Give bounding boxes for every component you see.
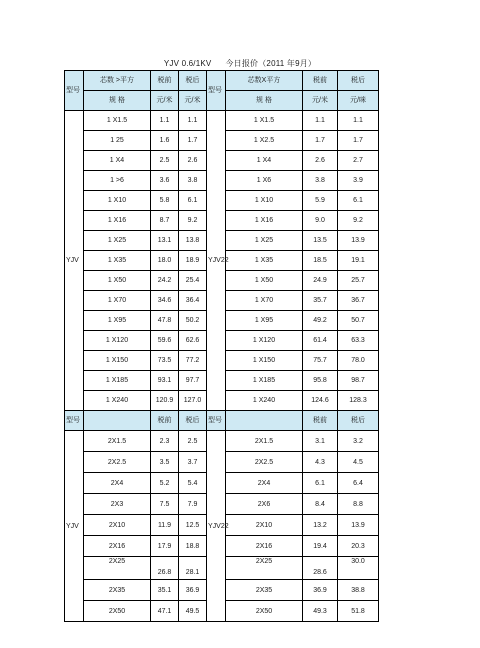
after-tax-header-right: 税后 bbox=[338, 71, 379, 91]
spec-cell-left: 1 X1.5 bbox=[84, 111, 151, 131]
after-tax-cell-right: 1.1 bbox=[338, 111, 379, 131]
after-tax-cell-right: 98.7 bbox=[338, 371, 379, 391]
spec-header-left: 规 格 bbox=[84, 91, 151, 111]
before-tax-cell-right: 49.2 bbox=[303, 311, 338, 331]
header-row-1 bbox=[65, 71, 379, 91]
spec-cell-right: 2X35 bbox=[226, 580, 303, 601]
cores-header-right: 芯数X平方 bbox=[226, 71, 303, 91]
after-tax-cell-left: 2.5 bbox=[179, 431, 207, 452]
before-tax-cell-right: 2.6 bbox=[303, 151, 338, 171]
before-tax-cell-left: 3.5 bbox=[151, 452, 179, 473]
before-tax-cell-left: 59.6 bbox=[151, 331, 179, 351]
after-tax-cell-left: 6.1 bbox=[179, 191, 207, 211]
spec-cell-left: 2X50 bbox=[84, 601, 151, 622]
after-tax-cell-left: 13.8 bbox=[179, 231, 207, 251]
after-tax-cell-left: 3.7 bbox=[179, 452, 207, 473]
model-header-right: 型号 bbox=[207, 71, 226, 111]
before-tax-cell-left: 47.8 bbox=[151, 311, 179, 331]
after-tax-header-left: 税后 bbox=[179, 411, 207, 431]
after-tax-cell-right: 8.8 bbox=[338, 494, 379, 515]
title-sub: 今日报价（2011 年9月） bbox=[225, 59, 317, 68]
spec-cell-right: 1 X25 bbox=[226, 231, 303, 251]
before-tax-cell-left: 47.1 bbox=[151, 601, 179, 622]
spec-cell-right: 1 X185 bbox=[226, 371, 303, 391]
spec-cell-right: 1 X16 bbox=[226, 211, 303, 231]
spec-cell-left: 1 X185 bbox=[84, 371, 151, 391]
after-tax-cell-right: 51.8 bbox=[338, 601, 379, 622]
after-tax-cell-right: 30.0 bbox=[338, 557, 379, 580]
spec-cell-left: 1 X50 bbox=[84, 271, 151, 291]
before-tax-cell-right: 9.0 bbox=[303, 211, 338, 231]
after-tax-cell-right: 63.3 bbox=[338, 331, 379, 351]
spec-cell-left: 1 X70 bbox=[84, 291, 151, 311]
spec-cell-left: 2X10 bbox=[84, 515, 151, 536]
spec-cell-right: 1 X150 bbox=[226, 351, 303, 371]
after-tax-cell-right: 13.9 bbox=[338, 231, 379, 251]
after-tax-cell-right: 1.7 bbox=[338, 131, 379, 151]
before-tax-cell-right: 24.9 bbox=[303, 271, 338, 291]
after-tax-cell-left: 9.2 bbox=[179, 211, 207, 231]
before-tax-header-right: 税前 bbox=[303, 411, 338, 431]
before-tax-cell-right: 13.2 bbox=[303, 515, 338, 536]
model-header-right: 型号 bbox=[207, 411, 226, 431]
before-tax-cell-right: 61.4 bbox=[303, 331, 338, 351]
before-tax-cell-left: 2.3 bbox=[151, 431, 179, 452]
spec-cell-right: 1 X70 bbox=[226, 291, 303, 311]
spec-cell-left: 2X4 bbox=[84, 473, 151, 494]
spec-cell-left: 1 X35 bbox=[84, 251, 151, 271]
spec-header-right bbox=[226, 411, 303, 431]
spec-header-right: 规 格 bbox=[226, 91, 303, 111]
before-tax-header-left: 税前 bbox=[151, 71, 179, 91]
after-tax-cell-left: 127.0 bbox=[179, 391, 207, 411]
after-tax-header-right: 税后 bbox=[338, 411, 379, 431]
after-tax-cell-right: 25.7 bbox=[338, 271, 379, 291]
before-tax-cell-left: 11.9 bbox=[151, 515, 179, 536]
spec-cell-left: 1 X10 bbox=[84, 191, 151, 211]
after-tax-cell-left: 28.1 bbox=[179, 557, 207, 580]
before-tax-cell-left: 7.5 bbox=[151, 494, 179, 515]
model-cell-left: YJV bbox=[65, 431, 84, 622]
before-tax-header-left: 税前 bbox=[151, 411, 179, 431]
after-tax-cell-left: 97.7 bbox=[179, 371, 207, 391]
spec-cell-left: 1 X25 bbox=[84, 231, 151, 251]
spec-cell-right: 2X50 bbox=[226, 601, 303, 622]
spec-cell-right: 1 X95 bbox=[226, 311, 303, 331]
after-tax-cell-right: 4.5 bbox=[338, 452, 379, 473]
before-tax-cell-left: 18.0 bbox=[151, 251, 179, 271]
before-tax-cell-right: 19.4 bbox=[303, 536, 338, 557]
before-tax-cell-right: 8.4 bbox=[303, 494, 338, 515]
before-tax-cell-right: 95.8 bbox=[303, 371, 338, 391]
after-tax-cell-left: 18.9 bbox=[179, 251, 207, 271]
before-tax-cell-right: 3.8 bbox=[303, 171, 338, 191]
model-header-left: 型号 bbox=[65, 411, 84, 431]
spec-cell-left: 2X25 bbox=[84, 557, 151, 580]
before-tax-cell-right: 36.9 bbox=[303, 580, 338, 601]
spec-cell-right: 2X6 bbox=[226, 494, 303, 515]
before-tax-cell-left: 17.9 bbox=[151, 536, 179, 557]
spec-cell-left: 1 >6 bbox=[84, 171, 151, 191]
before-tax-cell-right: 49.3 bbox=[303, 601, 338, 622]
spec-cell-left: 1 X240 bbox=[84, 391, 151, 411]
before-tax-header-right: 税前 bbox=[303, 71, 338, 91]
before-tax-cell-left: 5.8 bbox=[151, 191, 179, 211]
before-tax-cell-right: 4.3 bbox=[303, 452, 338, 473]
model-header-left: 型号 bbox=[65, 71, 84, 111]
spec-cell-right: 2X25 bbox=[226, 557, 303, 580]
model-cell-right: YJV22 bbox=[207, 431, 226, 622]
after-tax-cell-right: 6.4 bbox=[338, 473, 379, 494]
spec-cell-right: 1 X240 bbox=[226, 391, 303, 411]
after-tax-cell-right: 78.0 bbox=[338, 351, 379, 371]
before-tax-cell-left: 1.6 bbox=[151, 131, 179, 151]
before-tax-cell-left: 13.1 bbox=[151, 231, 179, 251]
before-tax-cell-right: 18.5 bbox=[303, 251, 338, 271]
title-main: YJV 0.6/1KV bbox=[163, 59, 212, 68]
after-tax-cell-right: 6.1 bbox=[338, 191, 379, 211]
spec-cell-right: 1 X120 bbox=[226, 331, 303, 351]
spec-header-left bbox=[84, 411, 151, 431]
before-tax-cell-right: 35.7 bbox=[303, 291, 338, 311]
table-row bbox=[65, 111, 379, 131]
after-tax-cell-left: 2.6 bbox=[179, 151, 207, 171]
spec-cell-right: 1 X2.5 bbox=[226, 131, 303, 151]
unit-header-right-after: 元/咪 bbox=[338, 91, 379, 111]
before-tax-cell-left: 2.5 bbox=[151, 151, 179, 171]
before-tax-cell-left: 5.2 bbox=[151, 473, 179, 494]
after-tax-cell-left: 5.4 bbox=[179, 473, 207, 494]
section-header-row bbox=[65, 411, 379, 431]
table-row bbox=[65, 431, 379, 452]
after-tax-cell-right: 128.3 bbox=[338, 391, 379, 411]
spec-cell-right: 1 X35 bbox=[226, 251, 303, 271]
after-tax-cell-right: 36.7 bbox=[338, 291, 379, 311]
before-tax-cell-left: 24.2 bbox=[151, 271, 179, 291]
before-tax-cell-right: 124.6 bbox=[303, 391, 338, 411]
before-tax-cell-right: 1.7 bbox=[303, 131, 338, 151]
price-table-body bbox=[65, 71, 379, 622]
before-tax-cell-left: 1.1 bbox=[151, 111, 179, 131]
before-tax-cell-left: 93.1 bbox=[151, 371, 179, 391]
after-tax-cell-left: 18.8 bbox=[179, 536, 207, 557]
after-tax-cell-left: 36.9 bbox=[179, 580, 207, 601]
unit-header-left-after: 元/米 bbox=[179, 91, 207, 111]
spec-cell-right: 2X16 bbox=[226, 536, 303, 557]
spec-cell-left: 1 25 bbox=[84, 131, 151, 151]
after-tax-cell-left: 77.2 bbox=[179, 351, 207, 371]
spec-cell-left: 1 X16 bbox=[84, 211, 151, 231]
price-table bbox=[64, 70, 379, 622]
before-tax-cell-right: 28.6 bbox=[303, 557, 338, 580]
after-tax-cell-left: 25.4 bbox=[179, 271, 207, 291]
after-tax-cell-left: 49.5 bbox=[179, 601, 207, 622]
before-tax-cell-left: 120.9 bbox=[151, 391, 179, 411]
spec-cell-right: 1 X6 bbox=[226, 171, 303, 191]
spec-cell-left: 2X1.5 bbox=[84, 431, 151, 452]
model-cell-right: YJV22 bbox=[207, 111, 226, 411]
spec-cell-right: 2X10 bbox=[226, 515, 303, 536]
after-tax-cell-right: 3.2 bbox=[338, 431, 379, 452]
after-tax-cell-left: 7.9 bbox=[179, 494, 207, 515]
after-tax-cell-right: 20.3 bbox=[338, 536, 379, 557]
spec-cell-left: 2X16 bbox=[84, 536, 151, 557]
after-tax-header-left: 税后 bbox=[179, 71, 207, 91]
unit-header-left-before: 元/米 bbox=[151, 91, 179, 111]
spec-cell-right: 1 X10 bbox=[226, 191, 303, 211]
after-tax-cell-left: 1.7 bbox=[179, 131, 207, 151]
after-tax-cell-right: 13.9 bbox=[338, 515, 379, 536]
before-tax-cell-right: 6.1 bbox=[303, 473, 338, 494]
spec-cell-right: 2X2.5 bbox=[226, 452, 303, 473]
after-tax-cell-left: 1.1 bbox=[179, 111, 207, 131]
before-tax-cell-right: 13.5 bbox=[303, 231, 338, 251]
after-tax-cell-right: 2.7 bbox=[338, 151, 379, 171]
spec-cell-right: 1 X50 bbox=[226, 271, 303, 291]
before-tax-cell-right: 3.1 bbox=[303, 431, 338, 452]
after-tax-cell-left: 50.2 bbox=[179, 311, 207, 331]
spec-cell-left: 1 X4 bbox=[84, 151, 151, 171]
before-tax-cell-right: 1.1 bbox=[303, 111, 338, 131]
before-tax-cell-left: 26.8 bbox=[151, 557, 179, 580]
model-cell-left: YJV bbox=[65, 111, 84, 411]
spec-cell-left: 2X2.5 bbox=[84, 452, 151, 473]
spec-cell-left: 2X3 bbox=[84, 494, 151, 515]
after-tax-cell-right: 3.9 bbox=[338, 171, 379, 191]
before-tax-cell-left: 73.5 bbox=[151, 351, 179, 371]
before-tax-cell-left: 34.6 bbox=[151, 291, 179, 311]
spec-cell-right: 2X4 bbox=[226, 473, 303, 494]
before-tax-cell-left: 3.6 bbox=[151, 171, 179, 191]
spec-cell-right: 1 X1.5 bbox=[226, 111, 303, 131]
after-tax-cell-right: 19.1 bbox=[338, 251, 379, 271]
spec-cell-left: 2X35 bbox=[84, 580, 151, 601]
unit-header-right-before: 元/米 bbox=[303, 91, 338, 111]
spec-cell-left: 1 X95 bbox=[84, 311, 151, 331]
before-tax-cell-left: 8.7 bbox=[151, 211, 179, 231]
spec-cell-right: 2X1.5 bbox=[226, 431, 303, 452]
after-tax-cell-left: 62.6 bbox=[179, 331, 207, 351]
before-tax-cell-left: 35.1 bbox=[151, 580, 179, 601]
before-tax-cell-right: 75.7 bbox=[303, 351, 338, 371]
after-tax-cell-left: 3.8 bbox=[179, 171, 207, 191]
after-tax-cell-left: 36.4 bbox=[179, 291, 207, 311]
cores-header-left: 芯数 >平方 bbox=[84, 71, 151, 91]
after-tax-cell-left: 12.5 bbox=[179, 515, 207, 536]
spec-cell-right: 1 X4 bbox=[226, 151, 303, 171]
after-tax-cell-right: 50.7 bbox=[338, 311, 379, 331]
after-tax-cell-right: 9.2 bbox=[338, 211, 379, 231]
after-tax-cell-right: 38.8 bbox=[338, 580, 379, 601]
spec-cell-left: 1 X150 bbox=[84, 351, 151, 371]
spec-cell-left: 1 X120 bbox=[84, 331, 151, 351]
before-tax-cell-right: 5.9 bbox=[303, 191, 338, 211]
document-title bbox=[0, 58, 480, 69]
